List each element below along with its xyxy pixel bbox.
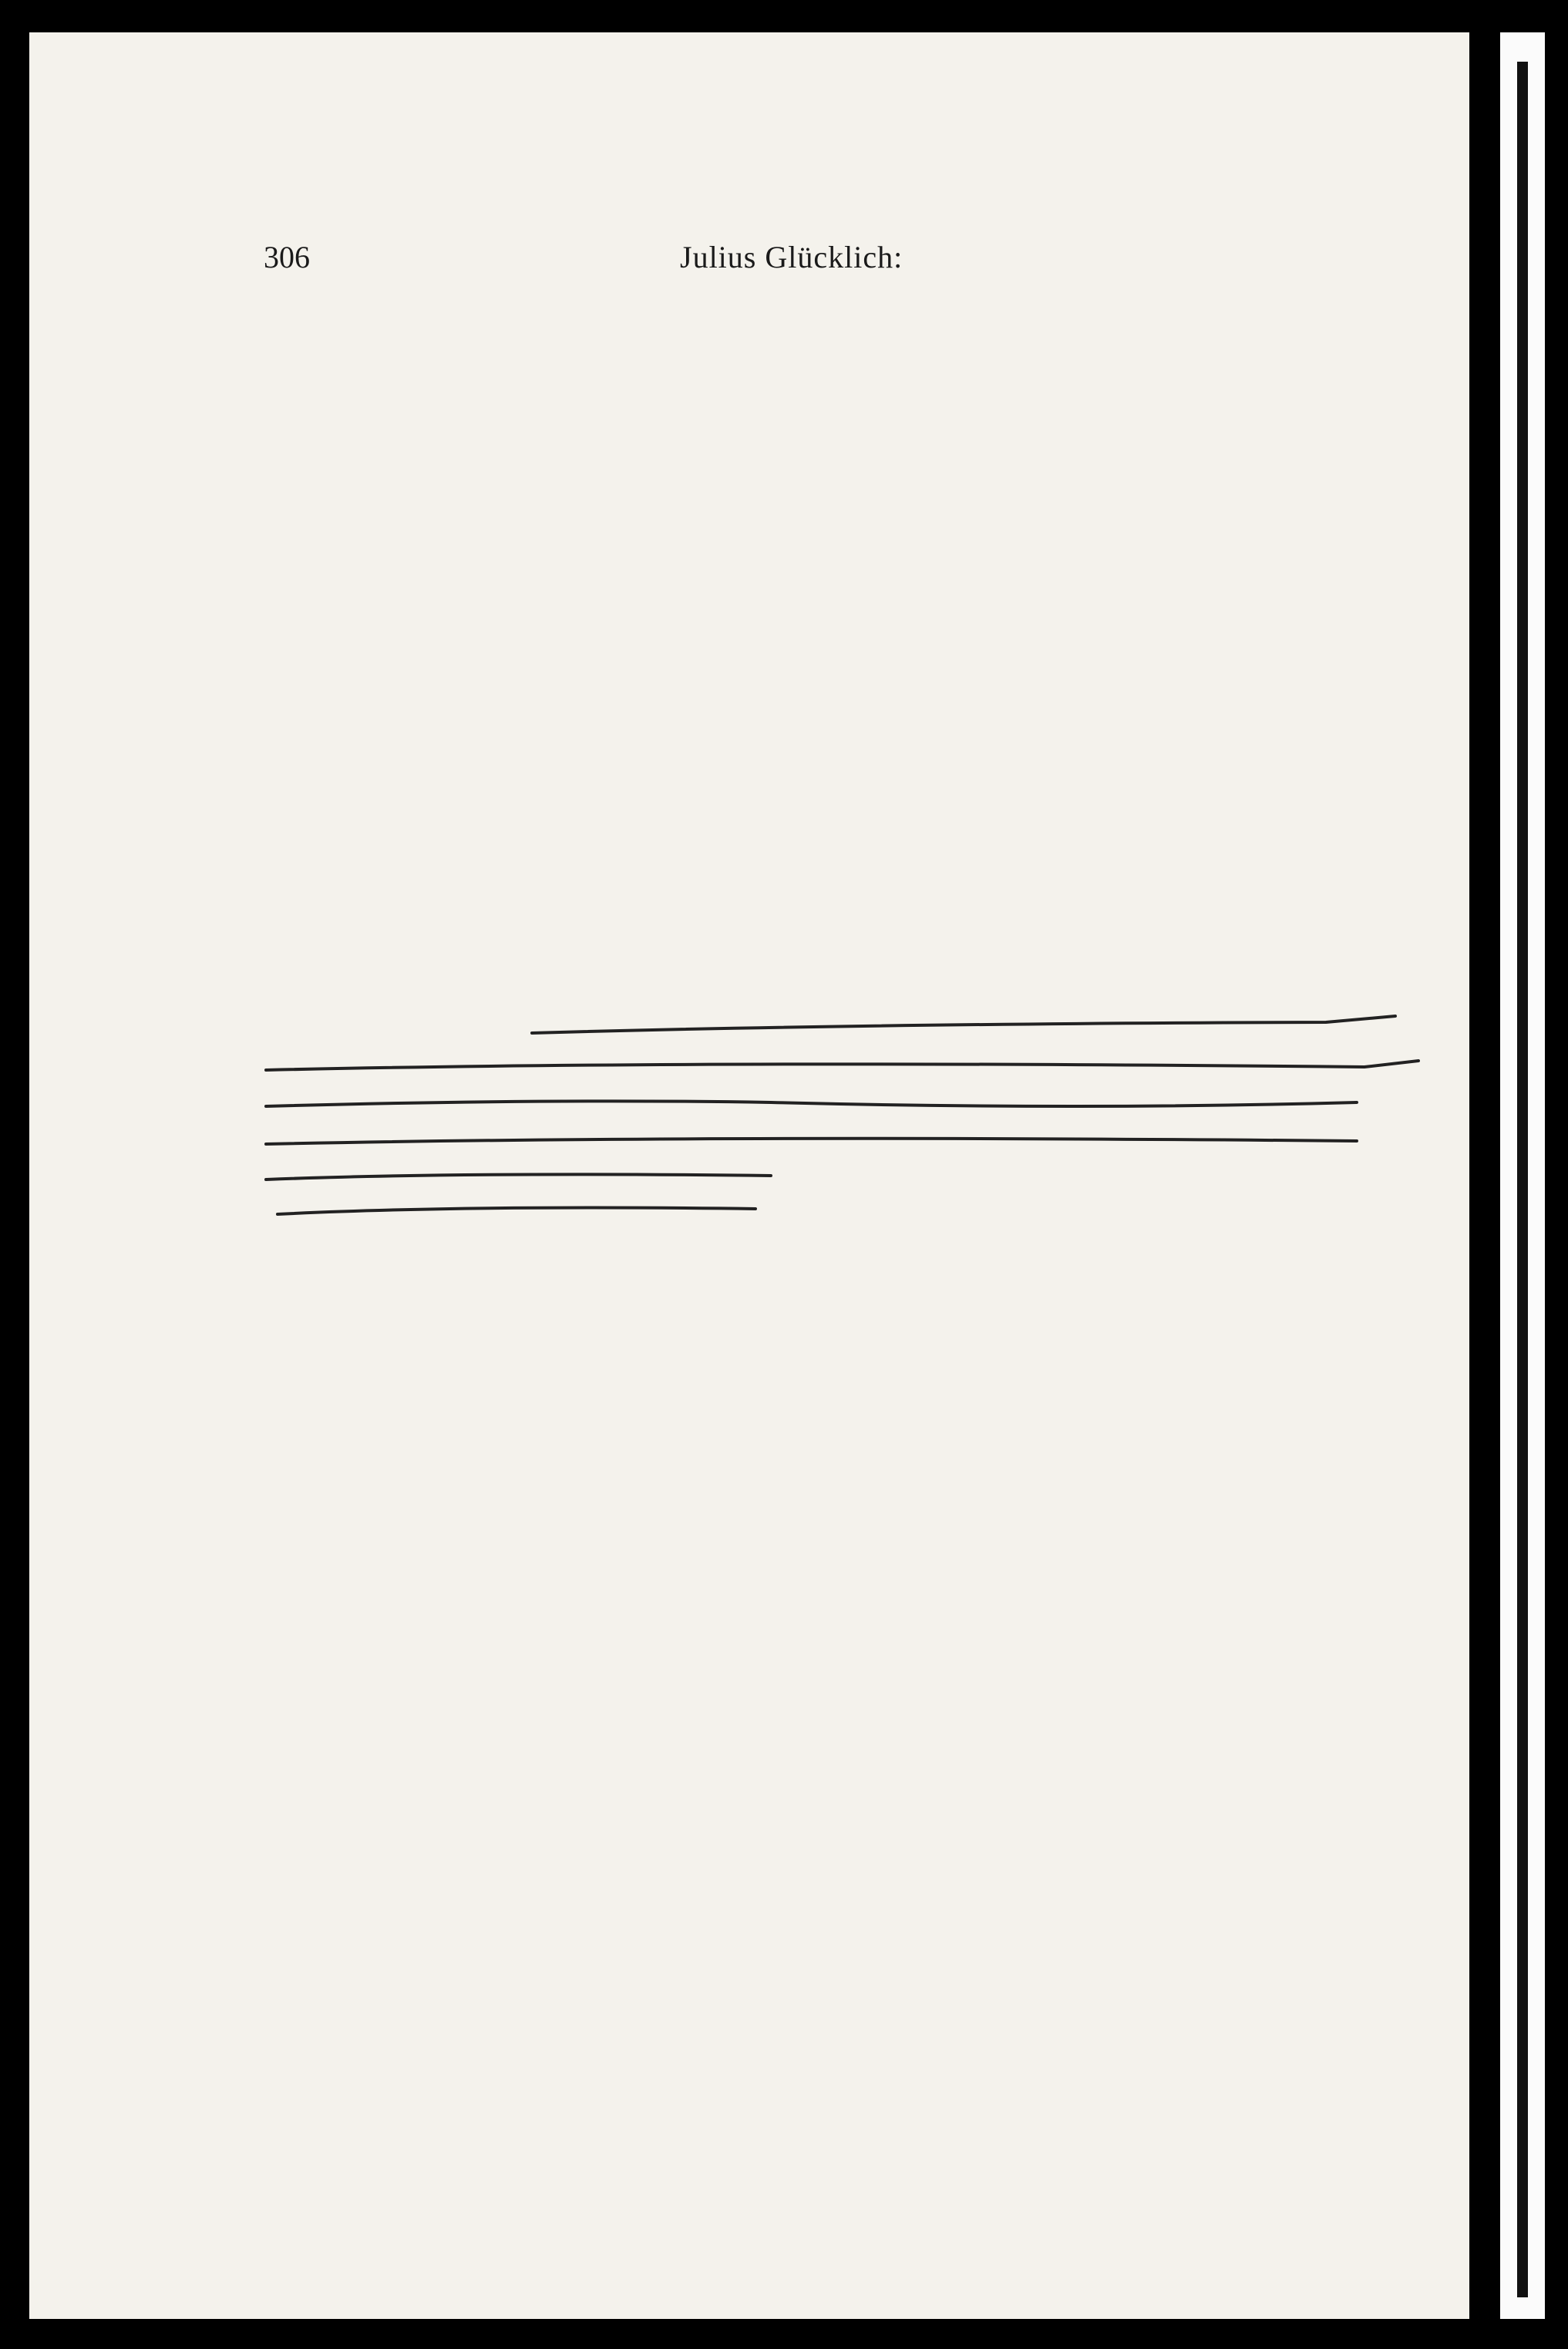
binding-shadow <box>1517 62 1528 2297</box>
page-number: 306 <box>264 240 310 274</box>
page-header <box>264 239 1374 285</box>
running-head: Julius Glücklich: <box>680 240 903 274</box>
page-sheet <box>29 32 1469 2319</box>
